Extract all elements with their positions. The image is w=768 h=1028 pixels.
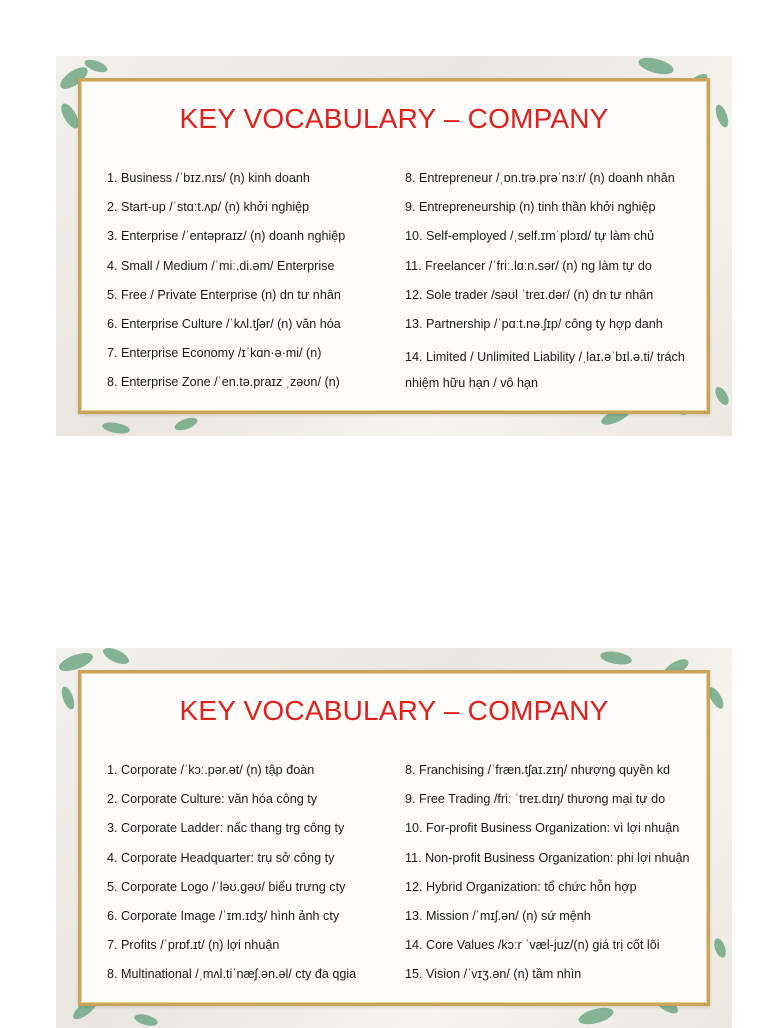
vocab-item: 6. Corporate Image /ˈɪm.ɪdʒ/ hình ảnh cty: [107, 908, 340, 923]
vocab-item: 10. For-profit Business Organization: vì lợi nhuận: [405, 821, 680, 836]
vocab-item: 8. Franchising /ˈfræn.tʃaɪ.zɪŋ/ nhượng quyền kd: [405, 763, 671, 777]
slide-title: KEY VOCABULARY – COMPANY: [179, 695, 609, 726]
vocab-item: 12. Hybrid Organization: tổ chức hỗn hợp: [405, 879, 637, 894]
vocabulary-card: [78, 78, 710, 414]
vocab-item: 4. Small / Medium /ˈmiː.di.əm/ Enterprise: [107, 258, 335, 273]
vocab-list-right: [405, 761, 711, 995]
vocab-item: 13. Partnership /ˈpɑːt.nə.ʃɪp/ công ty hợp danh: [405, 316, 663, 331]
vocab-item: 3. Enterprise /ˈentəpraɪz/ (n) doanh nghiệp: [107, 229, 346, 244]
vocab-item: 6. Enterprise Culture /ˈkʌl.tʃər/ (n) văn hóa: [107, 316, 341, 331]
vocab-item: 7. Profits /ˈprɒf.ɪt/ (n) lợi nhuận: [107, 938, 280, 953]
vocab-item: 7. Enterprise Economy /ɪˈkɑn·ə·mi/ (n): [107, 346, 322, 361]
vocab-item: 1. Corporate /ˈkɔː.pər.ət/ (n) tập đoàn: [107, 763, 315, 777]
vocab-item: 12. Sole trader /səʊl ˈtreɪ.dər/ (n) dn tư nhân: [405, 287, 654, 302]
slide-title: KEY VOCABULARY – COMPANY: [179, 103, 609, 134]
vocab-list-left: [107, 169, 397, 403]
vocab-item: 15. Vision /ˈvɪʒ.ən/ (n) tầm nhìn: [405, 967, 582, 982]
vocab-item: 3. Corporate Ladder: nấc thang trg công ty: [107, 821, 345, 836]
vocab-item: 5. Free / Private Enterprise (n) dn tư nhân: [107, 287, 341, 302]
vocab-item: 11. Freelancer /ˈfriː.lɑːn.sər/ (n) ng làm tự do: [405, 258, 652, 273]
vocab-item: 4. Corporate Headquarter: trụ sở công ty: [107, 850, 335, 865]
vocab-item: 2. Corporate Culture: văn hóa công ty: [107, 792, 318, 807]
vocab-item: 11. Non-profit Business Organization: phi lợi nhuận: [405, 850, 690, 865]
vocab-item: 14. Limited / Unlimited Liability /ˌlaɪ.əˈbɪl.ə.ti/ trách nhiệm hữu hạn / vô hạn: [405, 350, 685, 391]
vocab-item: 14. Core Values /kɔːr ˈvæl-juz/(n) giá trị cốt lõi: [405, 938, 660, 953]
vocabulary-card: [78, 670, 710, 1006]
vocab-item: 8. Multinational /ˌmʌl.tiˈnæʃ.ən.əl/ cty đa qgia: [107, 967, 357, 982]
vocab-item: 8. Entrepreneur /ˌɒn.trə.prəˈnɜːr/ (n) doanh nhân: [405, 171, 675, 185]
vocab-item: 2. Start-up /ˈstɑːt.ʌp/ (n) khởi nghiệp: [107, 200, 310, 215]
vocab-item: 10. Self-employed /ˌself.ɪmˈplɔɪd/ tự làm chủ: [405, 229, 655, 244]
vocab-list-left: [107, 761, 397, 995]
vocab-item: 5. Corporate Logo /ˈləʊ.gəʊ/ biểu trưng cty: [107, 879, 346, 894]
vocab-item: 8. Enterprise Zone /ˈen.tə.praɪz ˌzəʊn/ (n): [107, 375, 340, 390]
vocabulary-slide-2: [56, 648, 732, 1028]
vocabulary-slide-1: [56, 56, 732, 436]
vocab-item: 13. Mission /ˈmɪʃ.ən/ (n) sứ mệnh: [405, 908, 591, 923]
vocab-list-right: [405, 169, 711, 396]
vocab-item: 9. Free Trading /friː ˈtreɪ.dɪŋ/ thương mại tự do: [405, 792, 666, 807]
vocab-item: 9. Entrepreneurship (n) tinh thần khởi nghiệp: [405, 200, 656, 215]
vocab-item: 1. Business /ˈbɪz.nɪs/ (n) kinh doanh: [107, 171, 310, 185]
